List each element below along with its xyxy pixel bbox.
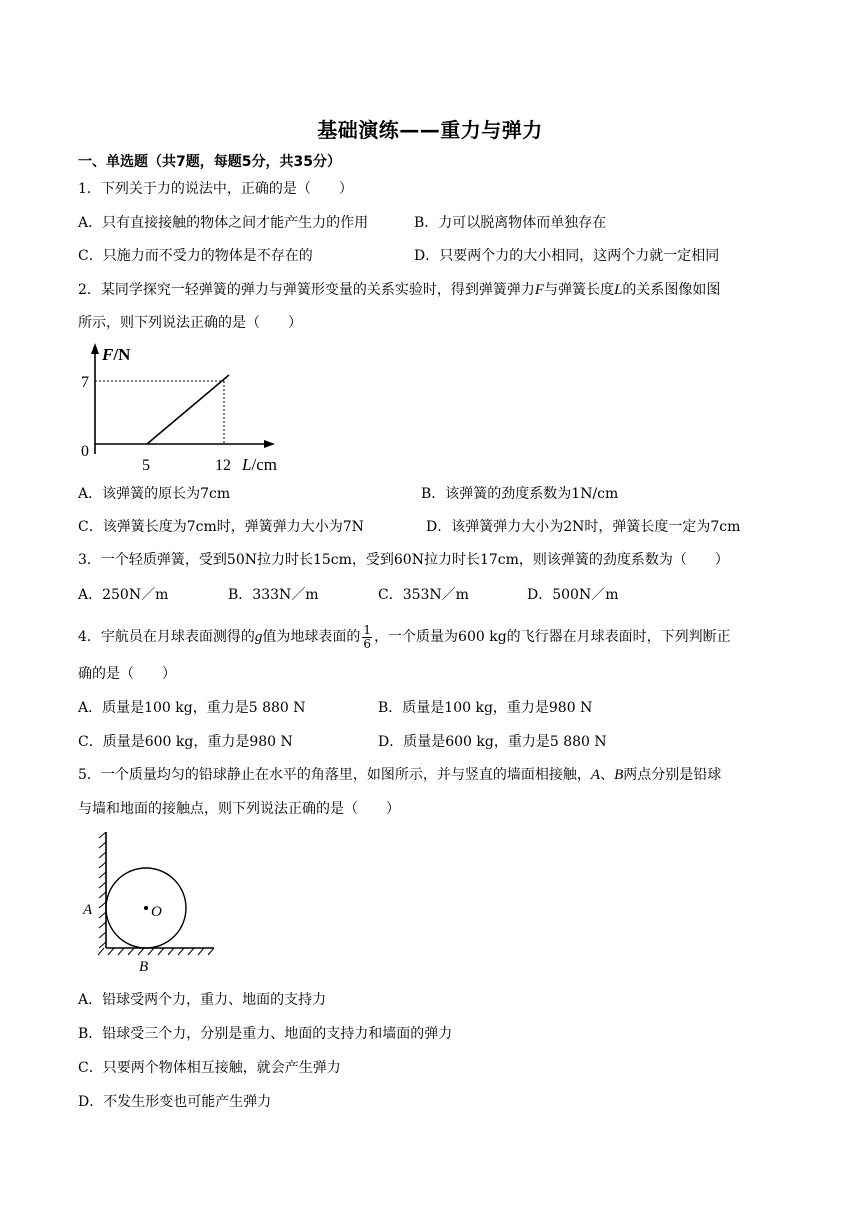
page-title: 基础演练——重力与弹力 bbox=[317, 118, 543, 142]
q2-option-b: B．该弹簧的劲度系数为1N/cm bbox=[421, 486, 619, 502]
x-tick-12: 12 bbox=[215, 457, 231, 474]
q5-option-b: B．铅球受三个力，分别是重力、地面的支持力和墙面的弹力 bbox=[78, 1026, 453, 1042]
q4-option-c: C．质量是600 kg，重力是980 N bbox=[78, 734, 293, 750]
label-b: B bbox=[139, 959, 149, 975]
q4-fraction bbox=[362, 624, 372, 651]
q2-stem-text-2: 与弹簧长度 bbox=[544, 282, 615, 298]
q5-var-b: B bbox=[614, 767, 624, 783]
q3-option-b: B．333N／m bbox=[228, 587, 319, 603]
q5-option-d: D．不发生形变也可能产生弹力 bbox=[78, 1094, 272, 1110]
q1-option-a: A．只有直接接触的物体之间才能产生力的作用 bbox=[78, 215, 369, 231]
ball-center-dot bbox=[144, 906, 148, 910]
q2-var-f: F bbox=[534, 282, 545, 298]
q2-stem-line1 bbox=[78, 281, 720, 299]
q5-stem-sep: 、 bbox=[600, 767, 615, 783]
x-axis-arrow bbox=[264, 440, 275, 448]
q3-option-a: A．250N／m bbox=[78, 587, 169, 603]
y-axis-arrow bbox=[91, 343, 99, 354]
wall-hatching bbox=[99, 832, 106, 948]
q2-var-l: L bbox=[614, 282, 623, 298]
ball-in-corner-figure bbox=[80, 832, 220, 977]
q4-option-b: B．质量是100 kg，重力是980 N bbox=[378, 700, 593, 716]
q5-option-c: C．只要两个物体相互接触，就会产生弹力 bbox=[78, 1060, 341, 1076]
q2-option-c: C．该弹簧长度为7cm时，弹簧弹力大小为7N bbox=[78, 519, 364, 535]
spring-force-graph bbox=[76, 338, 296, 478]
q3-stem: 3．一个轻质弹簧，受到50N拉力时长15cm，受到60N拉力时长17cm，则该弹簧的劲度系数为（ ） bbox=[78, 552, 729, 568]
q2-stem-text-1: 2．某同学探究一轻弹簧的弹力与弹簧形变量的关系实验时，得到弹簧弹力 bbox=[78, 282, 535, 298]
q4-fraction-denominator: 6 bbox=[363, 636, 372, 651]
x-axis-label: L/cm bbox=[242, 455, 277, 474]
q4-fraction-numerator: 1 bbox=[363, 622, 372, 637]
q3-option-c: C．353N／m bbox=[378, 587, 469, 603]
force-length-line bbox=[147, 375, 229, 444]
q4-stem-line2: 确的是（ ） bbox=[78, 666, 176, 682]
q4-stem-line1 bbox=[78, 622, 731, 652]
q1-option-d: D．只要两个力的大小相同，这两个力就一定相同 bbox=[414, 248, 720, 264]
x-tick-5: 5 bbox=[142, 457, 150, 474]
q4-stem-text-1: 4．宇航员在月球表面测得的 bbox=[78, 629, 255, 645]
q1-option-b: B．力可以脱离物体而单独存在 bbox=[414, 215, 607, 231]
q3-option-d: D．500N／m bbox=[527, 587, 619, 603]
floor-hatching bbox=[98, 948, 214, 955]
label-o: O bbox=[151, 904, 162, 920]
q5-stem-text-2: 两点分别是铅球 bbox=[623, 767, 722, 783]
q4-option-a: A．质量是100 kg，重力是5 880 N bbox=[78, 700, 306, 716]
q5-stem-line2: 与墙和地面的接触点，则下列说法正确的是（ ） bbox=[78, 801, 400, 817]
q1-stem: 1．下列关于力的说法中，正确的是（ ） bbox=[78, 181, 353, 197]
origin-label: 0 bbox=[81, 443, 89, 460]
q5-stem-line1 bbox=[78, 766, 721, 784]
q5-stem-text-1: 5．一个质量均匀的铅球静止在水平的角落里，如图所示，并与竖直的墙面相接触， bbox=[78, 767, 591, 783]
q4-stem-text-3: ，一个质量为600 kg的飞行器在月球表面时，下列判断正 bbox=[374, 629, 731, 645]
q2-stem-line2: 所示，则下列说法正确的是（ ） bbox=[78, 315, 302, 331]
y-tick-7: 7 bbox=[81, 374, 89, 391]
q2-stem-text-3: 的关系图像如图 bbox=[622, 282, 721, 298]
section-heading: 一、单选题（共7题，每题5分，共35分） bbox=[78, 154, 341, 170]
label-a: A bbox=[83, 902, 93, 918]
q5-var-a: A bbox=[590, 767, 601, 783]
q4-var-g: g bbox=[254, 629, 263, 645]
q2-option-d: D．该弹簧弹力大小为2N时，弹簧长度一定为7cm bbox=[426, 519, 741, 535]
y-axis-label: F/N bbox=[102, 345, 131, 364]
q5-option-a: A．铅球受两个力，重力、地面的支持力 bbox=[78, 992, 327, 1008]
q2-option-a: A．该弹簧的原长为7cm bbox=[78, 486, 231, 502]
q4-stem-text-2: 值为地球表面的 bbox=[262, 629, 361, 645]
q1-option-c: C．只施力而不受力的物体是不存在的 bbox=[78, 248, 313, 264]
q4-option-d: D．质量是600 kg，重力是5 880 N bbox=[378, 734, 607, 750]
